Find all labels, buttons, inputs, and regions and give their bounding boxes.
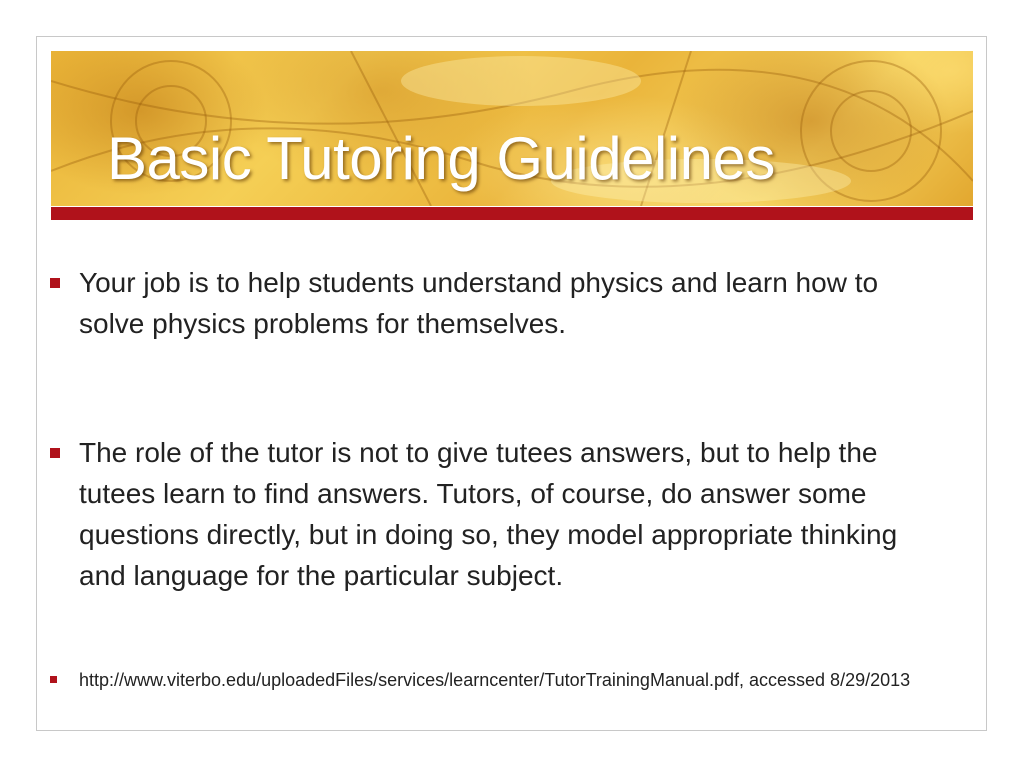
square-bullet-icon	[50, 278, 60, 288]
square-bullet-icon	[50, 448, 60, 458]
citation-text: http://www.viterbo.edu/uploadedFiles/services/learncenter/TutorTrainingManual.pdf, accessed 8/29/2013	[79, 670, 911, 690]
bullet-text: Your job is to help students understand physics and learn how to solve physics problems for themselves.	[79, 267, 879, 339]
slide-title: Basic Tutoring Guidelines	[107, 125, 775, 192]
slide	[36, 36, 987, 731]
square-bullet-icon	[50, 676, 57, 683]
title-banner	[51, 51, 973, 206]
bullet-text: The role of the tutor is not to give tutees answers, but to help the tutees learn to find answers. Tutors, of course, do answer some questions directly, but in doing so, they model appropriate thinking and language for the particular subject.	[79, 437, 898, 591]
source-citation	[50, 668, 950, 692]
title-underline-bar	[51, 207, 973, 220]
bullet-item	[50, 432, 950, 596]
bullet-item	[50, 262, 950, 344]
